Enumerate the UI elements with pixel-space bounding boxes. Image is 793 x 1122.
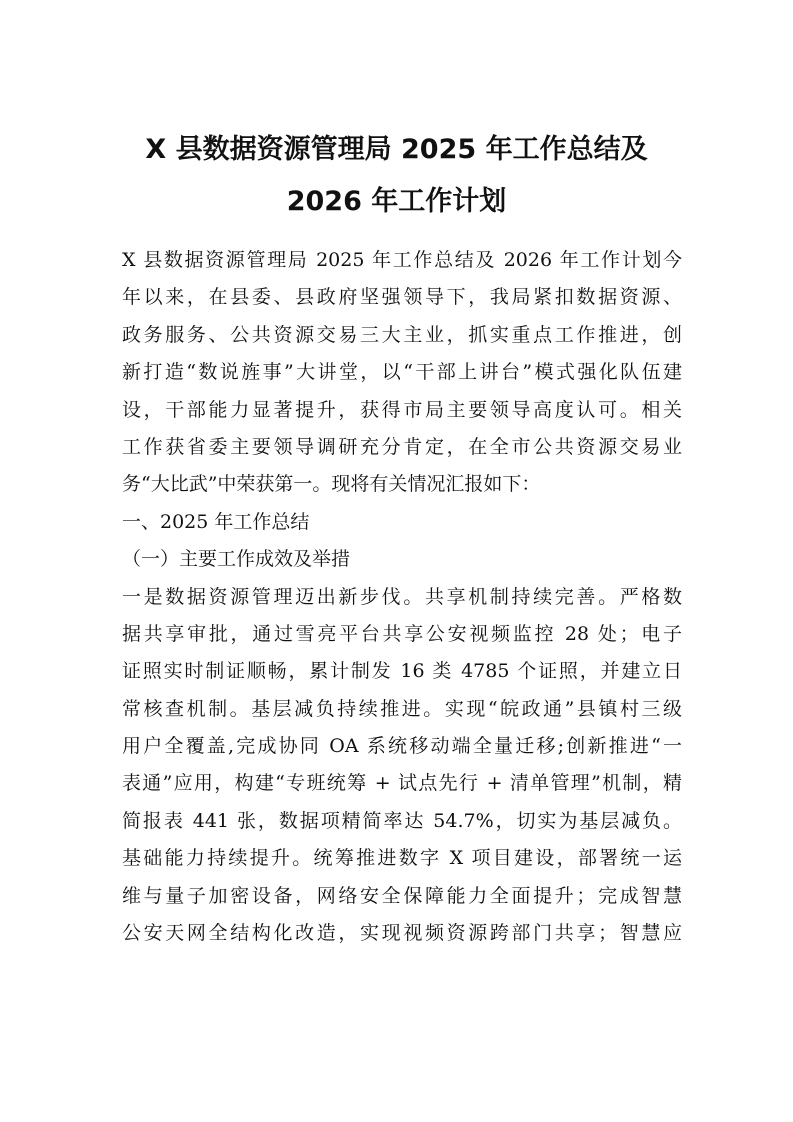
subsection-heading: （一）主要工作成效及举措	[122, 548, 351, 571]
body-line: 用户全覆盖,完成协同 OA 系统移动端全量迁移;创新推进“一	[122, 735, 682, 758]
title-line-2: 2026 年工作计划	[286, 186, 507, 217]
body-line: 工作获省委主要领导调研充分肯定，在全市公共资源交易业	[122, 435, 682, 458]
title-line-1: X 县数据资源管理局 2025 年工作总结及	[145, 134, 648, 165]
body-line: 证照实时制证顺畅，累计制发 16 类 4785 个证照，并建立日	[122, 660, 682, 683]
body-line: 务“大比武”中荣获第一。现将有关情况汇报如下：	[122, 473, 541, 496]
body-line: X 县数据资源管理局 2025 年工作总结及 2026 年工作计划今	[122, 249, 682, 271]
body-line: 设，干部能力显著提升，获得市局主要领导高度认可。相关	[122, 398, 682, 421]
section-heading: 一、2025 年工作总结	[122, 510, 310, 533]
body-line: 简报表 441 张，数据项精简率达 54.7%，切实为基层减负。	[122, 809, 682, 832]
body-line: 据共享审批，通过雪亮平台共享公安视频监控 28 处；电子	[122, 622, 682, 645]
body-line: 一是数据资源管理迈出新步伐。共享机制持续完善。严格数	[122, 585, 682, 608]
body-line: 基础能力持续提升。统筹推进数字 X 项目建设，部署统一运	[122, 847, 682, 870]
body-line: 常核查机制。基层减负持续推进。实现“皖政通”县镇村三级	[122, 697, 682, 720]
document-title	[0, 124, 793, 228]
body-line: 新打造“数说旌事”大讲堂，以“干部上讲台”模式强化队伍建	[122, 361, 682, 384]
body-line: 公安天网全结构化改造，实现视频资源跨部门共享；智慧应	[122, 922, 682, 945]
body-line: 政务服务、公共资源交易三大主业，抓实重点工作推进，创	[122, 323, 682, 346]
body-line: 维与量子加密设备，网络安全保障能力全面提升；完成智慧	[122, 884, 682, 907]
body-line: 表通”应用，构建“专班统筹 + 试点先行 + 清单管理”机制，精	[122, 772, 682, 795]
document-body	[122, 242, 682, 952]
body-line: 年以来，在县委、县政府坚强领导下，我局紧扣数据资源、	[122, 286, 682, 309]
